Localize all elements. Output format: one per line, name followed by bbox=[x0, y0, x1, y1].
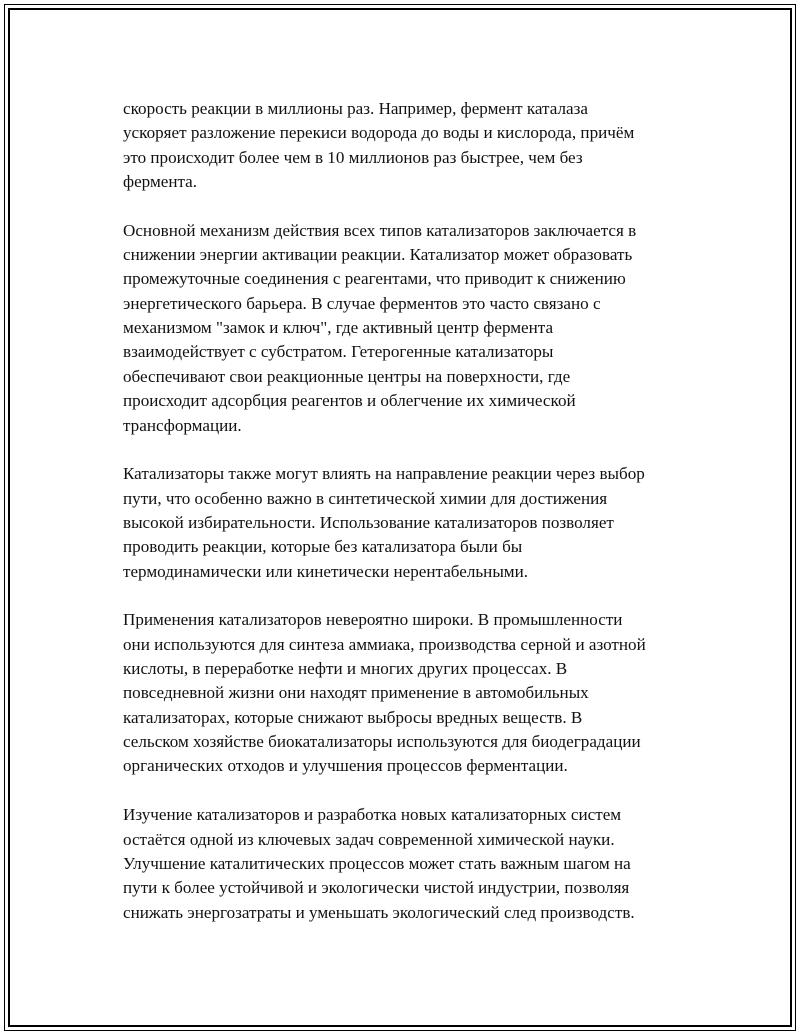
text-line: Применения катализаторов невероятно широки. В промышленности bbox=[123, 610, 623, 630]
paragraph-3 bbox=[123, 462, 693, 584]
text-line: это происходит более чем в 10 миллионов раз быстрее, чем без bbox=[123, 147, 583, 167]
text-line: происходит адсорбция реагентов и облегчение их химической bbox=[123, 391, 576, 411]
text-line: Катализаторы также могут влиять на направление реакции через выбор bbox=[123, 464, 645, 484]
text-line: ускоряет разложение перекиси водорода до воды и кислорода, причём bbox=[123, 123, 635, 143]
text-line: пути к более устойчивой и экологически чистой индустрии, позволяя bbox=[123, 878, 630, 898]
text-line: промежуточные соединения с реагентами, что приводит к снижению bbox=[123, 269, 626, 289]
text-line: термодинамически или кинетически нерентабельными. bbox=[123, 561, 529, 581]
text-line: взаимодействует с субстратом. Гетерогенные катализаторы bbox=[123, 342, 554, 362]
paragraph-1 bbox=[123, 97, 693, 194]
text-line: скорость реакции в миллионы раз. Например, фермент каталаза bbox=[123, 99, 588, 118]
text-line: обеспечивают свои реакционные центры на поверхности, где bbox=[123, 366, 571, 386]
text-line: остаётся одной из ключевых задач современной химической науки. bbox=[123, 829, 615, 849]
text-line: они используются для синтеза аммиака, производства серной и азотной bbox=[123, 634, 646, 654]
document-body bbox=[123, 97, 693, 949]
text-line: проводить реакции, которые без катализатора были бы bbox=[123, 537, 523, 557]
text-line: Изучение катализаторов и разработка новых катализаторных систем bbox=[123, 805, 622, 825]
text-line: пути, что особенно важно в синтетической химии для достижения bbox=[123, 488, 608, 508]
text-line: повседневной жизни они находят применение в автомобильных bbox=[123, 683, 589, 703]
text-line: органических отходов и улучшения процессов ферментации. bbox=[123, 756, 568, 776]
text-line: кислоты, в переработке нефти и многих других процессах. В bbox=[123, 659, 568, 679]
paragraph-4 bbox=[123, 608, 693, 778]
document-page bbox=[4, 4, 796, 1031]
paragraph-2 bbox=[123, 219, 693, 438]
text-line: сельском хозяйстве биокатализаторы используются для биодеградации bbox=[123, 732, 641, 752]
text-line: снижении энергии активации реакции. Катализатор может образовать bbox=[123, 245, 633, 265]
text-line: Основной механизм действия всех типов катализаторов заключается в bbox=[123, 220, 637, 240]
text-line: энергетического барьера. В случае ферментов это часто связано с bbox=[123, 293, 601, 313]
paragraph-5 bbox=[123, 803, 693, 925]
text-line: Улучшение каталитических процессов может стать важным шагом на bbox=[123, 853, 631, 873]
text-line: механизмом "замок и ключ", где активный центр фермента bbox=[123, 318, 554, 338]
text-line: катализаторах, которые снижают выбросы вредных веществ. В bbox=[123, 707, 583, 727]
text-line: фермента. bbox=[123, 172, 198, 192]
text-line: высокой избирательности. Использование катализаторов позволяет bbox=[123, 512, 614, 532]
text-line: снижать энергозатраты и уменьшать экологический след производств. bbox=[123, 902, 635, 922]
text-line: трансформации. bbox=[123, 415, 242, 435]
